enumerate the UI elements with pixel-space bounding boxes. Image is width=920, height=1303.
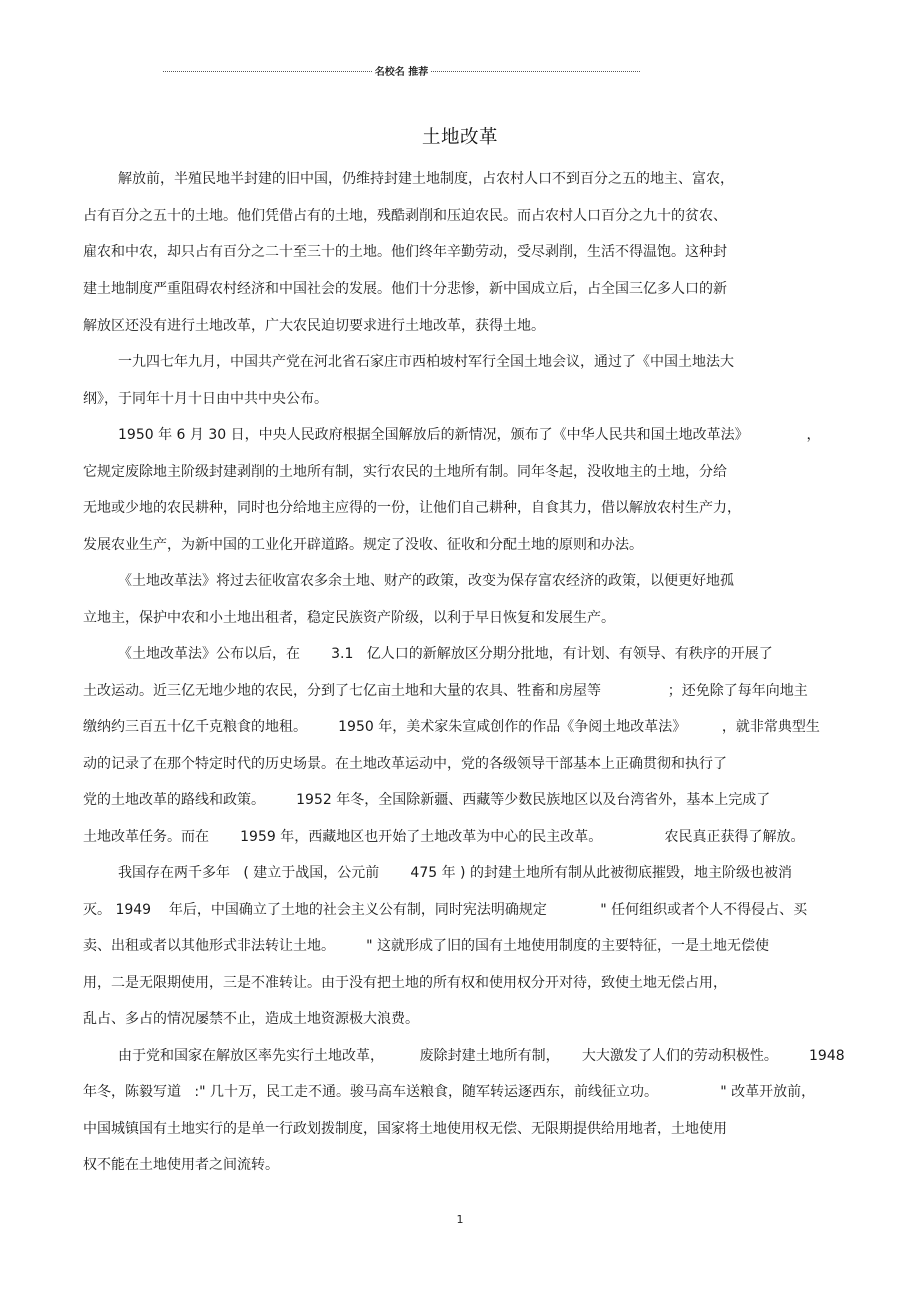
paragraph-line: 1950 年 6 月 30 日，中央人民政府根据全国解放后的新情况，颁布了《中华人民共和国土地改革法》 ， xyxy=(118,427,821,443)
paragraph-line: 我国存在两千多年 ( 建立于战国，公元前 475 年 ) 的封建土地所有制从此被彻底摧毁，地主阶级也被消 xyxy=(118,865,792,881)
paragraph-line: 雇农和中农，却只占有百分之二十至三十的土地。他们终年辛勤劳动，受尽剥削，生活不得温饱。这种封 xyxy=(83,244,727,260)
paragraph-line: 《土地改革法》公布以后，在 3.1 亿人口的新解放区分期分批地，有计划、有领导、有秩序的开展了 xyxy=(118,646,773,662)
paragraph-line: 党的土地改革的路线和政策。 1952 年冬，全国除新疆、西藏等少数民族地区以及台湾省外，基本上完成了 xyxy=(83,792,771,808)
paragraph-line: 无地或少地的农民耕种，同时也分给地主应得的一份，让他们自己耕种，自食其力，借以解放农村生产力， xyxy=(83,500,741,516)
page-number: 1 xyxy=(456,1213,464,1226)
paragraph-line: 卖、出租或者以其他形式非法转让土地。 " 这就形成了旧的国有土地使用制度的主要特征，一是土地无偿使 xyxy=(83,938,770,954)
paragraph-line: 土地改革任务。而在 1959 年，西藏地区也开始了土地改革为中心的民主改革。 农民真正获得了解放。 xyxy=(83,829,805,845)
paragraph-line: 纲》，于同年十月十日由中共中央公布。 xyxy=(83,391,328,407)
header-dotted-rule-left xyxy=(163,71,372,72)
paragraph-line: 年冬，陈毅写道 :" 几十万，民工走不通。骏马高车送粮食，随军转运逐西东，前线征立功。 " 改革开放前， xyxy=(83,1084,816,1100)
paragraph-line: 建土地制度严重阻碍农村经济和中国社会的发展。他们十分悲惨，新中国成立后，占全国三亿多人口的新 xyxy=(83,281,727,297)
paragraph-line: 乱占、多占的情况屡禁不止，造成土地资源极大浪费。 xyxy=(83,1011,419,1027)
header-dotted-rule-right xyxy=(431,71,640,72)
paragraph-line: 立地主，保护中农和小土地出租者，稳定民族资产阶级，以利于早日恢复和发展生产。 xyxy=(83,610,615,626)
paragraph-line: 灭。 1949 年后，中国确立了土地的社会主义公有制，同时宪法明确规定 " 任何组织或者个人不得侵占、买 xyxy=(83,902,808,918)
page-header xyxy=(163,62,640,78)
paragraph-line: 土改运动。近三亿无地少地的农民，分到了七亿亩土地和大量的农具、牲畜和房屋等 ；还免除了每年向地主 xyxy=(83,683,808,699)
paragraph-line: 动的记录了在那个特定时代的历史场景。在土地改革运动中，党的各级领导干部基本上正确贯彻和执行了 xyxy=(83,756,727,772)
paragraph-line: 一九四七年九月，中国共产党在河北省石家庄市西柏坡村军行全国土地会议，通过了《中国土地法大 xyxy=(118,354,734,370)
paragraph-line: 中国城镇国有土地实行的是单一行政划拨制度，国家将土地使用权无偿、无限期提供给用地者，土地使用 xyxy=(83,1121,727,1137)
document-title: 土地改革 xyxy=(421,127,498,148)
paragraph-line: 解放前，半殖民地半封建的旧中国，仍维持封建土地制度，占农村人口不到百分之五的地主、富农， xyxy=(118,171,734,187)
paragraph-line: 用，二是无限期使用，三是不准转让。由于没有把土地的所有权和使用权分开对待，致使土地无偿占用， xyxy=(83,975,727,991)
paragraph-line: 《土地改革法》将过去征收富农多余土地、财产的政策，改变为保存富农经济的政策，以便更好地孤 xyxy=(118,573,734,589)
paragraph-line: 它规定废除地主阶级封建剥削的土地所有制，实行农民的土地所有制。同年冬起，没收地主的土地，分给 xyxy=(83,464,727,480)
paragraph-line: 缴纳约三百五十亿千克粮食的地租。 1950 年，美术家朱宣咸创作的作品《争阅土地改革法》 ，就非常典型生 xyxy=(83,719,820,735)
paragraph-line: 权不能在土地使用者之间流转。 xyxy=(83,1157,279,1173)
paragraph-line: 占有百分之五十的土地。他们凭借占有的土地，残酷剥削和压迫农民。而占农村人口百分之九十的贫农、 xyxy=(83,208,727,224)
paragraph-line: 发展农业生产，为新中国的工业化开辟道路。规定了没收、征收和分配土地的原则和办法。 xyxy=(83,537,643,553)
header-label: 名校名 推荐 xyxy=(374,66,429,78)
paragraph-line: 由于党和国家在解放区率先实行土地改革， 废除封建土地所有制， 大大激发了人们的劳动积极性。 1948 xyxy=(118,1048,845,1064)
paragraph-line: 解放区还没有进行土地改革，广大农民迫切要求进行土地改革，获得土地。 xyxy=(83,318,545,334)
